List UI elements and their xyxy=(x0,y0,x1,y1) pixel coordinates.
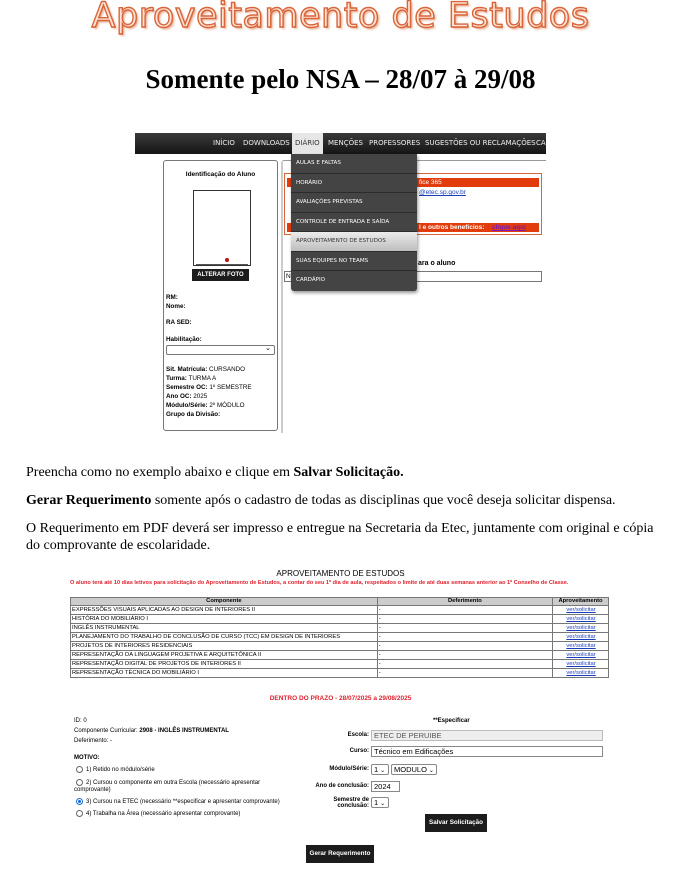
nome-label: Nome: xyxy=(166,303,186,310)
col-deferimento: Deferimento xyxy=(377,598,552,606)
escola-field[interactable]: ETEC DE PERUIBE xyxy=(371,730,603,741)
request-id: ID: 0 xyxy=(74,718,87,724)
sit-matricula: Sit. Matrícula: CURSANDO xyxy=(166,366,246,373)
modulo-serie-label: Módulo/Série: xyxy=(329,766,369,772)
chevron-down-icon: ⌄ xyxy=(265,344,271,352)
form-title: APROVEITAMENTO DE ESTUDOS xyxy=(276,569,405,578)
chevron-down-icon: ⌄ xyxy=(428,768,434,774)
nav-sugestoes[interactable]: SUGESTÕES OU RECLAMAÇÕES xyxy=(425,139,536,147)
curso-label: Curso: xyxy=(349,748,369,754)
page-subtitle: Somente pelo NSA – 28/07 à 29/08 xyxy=(145,64,536,94)
ra-sed-label: RA SED: xyxy=(166,319,192,326)
generate-request-button[interactable]: Gerar Requerimento xyxy=(306,845,374,863)
page-banner-title: Aproveitamento de Estudos xyxy=(91,0,590,36)
form-screenshot xyxy=(68,565,613,875)
motivo-label-2: 2) Cursou o componente em outra Escola (necessário apresentar xyxy=(86,780,261,786)
portal-screenshot xyxy=(135,133,546,433)
ver-solicitar-link[interactable]: ver/solicitar xyxy=(566,624,596,631)
id-panel-title: Identificação do Aluno xyxy=(185,171,256,178)
curso-field[interactable]: Técnico em Edificações xyxy=(371,746,603,757)
chevron-down-icon: ⌄ xyxy=(380,801,386,807)
alter-photo-button[interactable]: ALTERAR FOTO xyxy=(192,269,249,281)
motivo-label-1: 1) Retido no módulo/série xyxy=(86,767,155,773)
instruction-3: O Requerimento em PDF deverá ser impresso e entregue na Secretaria da Etec, juntamente com original e cópia do comprovante de escolaridade. xyxy=(26,521,654,553)
nav-mencoes[interactable]: MENÇÕES xyxy=(328,139,363,147)
save-request-button[interactable]: Salvar Solicitação xyxy=(425,814,487,832)
modulo-type-select[interactable]: MODULO ⌄ xyxy=(391,764,437,775)
motivo-radio-4[interactable] xyxy=(76,810,83,817)
motivo-label: MOTIVO: xyxy=(74,755,100,761)
nav-downloads[interactable]: DOWNLOADS xyxy=(243,139,290,147)
nav-inicio[interactable]: INÍCIO xyxy=(213,139,235,147)
motivo-label-3: 3) Cursou na ETEC (necessário **especificar e apresentar comprovante) xyxy=(86,799,280,805)
instruction-1: Preencha como no exemplo abaixo e clique em Salvar Solicitação. xyxy=(26,465,404,480)
deadline-warning: O aluno terá até 10 dias letivos para solicitação do Aproveitamento de Estudos, a contar do seu 1º dia de aula, respeitados o limite de até duas semanas anterior ao 1º Conselho de Classe. xyxy=(70,580,569,586)
semestre-conclusao-label: Semestre de conclusão: xyxy=(333,797,369,809)
ver-solicitar-link[interactable]: ver/solicitar xyxy=(566,615,596,622)
student-info-field[interactable]: N xyxy=(284,271,542,282)
deadline-status: DENTRO DO PRAZO - 28/07/2025 a 29/08/2025 xyxy=(269,695,412,702)
table-row: REPRESENTAÇÃO DA LINGUAGEM PROJETIVA E ARQUITETÔNICA II - ver/solicitar xyxy=(71,651,609,660)
menu-item-avaliacoes[interactable]: AVALIAÇÕES PREVISTAS xyxy=(291,193,417,213)
semestre-oc: Semestre OC: 1º SEMESTRE xyxy=(166,384,252,391)
habilitacao-label: Habilitação: xyxy=(166,336,202,343)
student-section-heading: ara o aluno xyxy=(418,260,456,267)
menu-item-cardapio[interactable]: CARDÁPIO xyxy=(296,277,326,283)
nav-professores[interactable]: PROFESSORES xyxy=(369,139,421,147)
semestre-select[interactable]: 1 ⌄ xyxy=(371,797,389,808)
student-id-panel xyxy=(163,160,278,431)
ano-conclusao-label: Ano de conclusão: xyxy=(315,783,369,789)
table-row: EXPRESSÕES VISUAIS APLICADAS AO DESIGN DE INTERIORES II - ver/solicitar xyxy=(71,606,609,615)
components-table xyxy=(70,597,609,678)
menu-item-aproveitamento[interactable]: APROVEITAMENTO DE ESTUDOS xyxy=(291,232,417,252)
grupo-divisao: Grupo da Divisão: xyxy=(166,411,221,418)
turma: Turma: TURMA A xyxy=(166,375,217,382)
motivo-label-2b: comprovante) xyxy=(74,787,111,793)
diario-dropdown-menu xyxy=(291,154,417,291)
student-photo xyxy=(193,190,251,266)
photo-divider xyxy=(196,264,248,265)
top-navbar xyxy=(135,133,546,154)
table-row: PLANEJAMENTO DO TRABALHO DE CONCLUSÃO DE CURSO (TCC) EM DESIGN DE INTERIORES - ver/solicitar xyxy=(71,633,609,642)
office365-notice: fice 365 xyxy=(287,178,539,187)
rm-label: RM: xyxy=(166,294,178,301)
table-row: INGLÊS INSTRUMENTAL - ver/solicitar xyxy=(71,624,609,633)
instruction-2: Gerar Requerimento somente após o cadastro de todas as disciplinas que você deseja solicitar dispensa. xyxy=(26,493,616,508)
habilitacao-select[interactable] xyxy=(166,345,275,355)
menu-item-aulas-faltas[interactable]: AULAS E FALTAS xyxy=(291,154,417,174)
nav-cardapio-cut[interactable]: CA xyxy=(536,139,546,147)
motivo-label-4: 4) Trabalha na Área (necessário apresentar comprovante) xyxy=(86,811,241,817)
menu-item-horario[interactable]: HORÁRIO xyxy=(291,174,417,194)
ano-conclusao-field[interactable]: 2024 xyxy=(371,781,400,792)
chevron-down-icon: ⌄ xyxy=(380,768,386,774)
componente-curricular: Componente Curricular: 2908 - INGLÊS INSTRUMENTAL xyxy=(74,728,229,734)
table-row: HISTÓRIA DO MOBILIÁRIO I - ver/solicitar xyxy=(71,615,609,624)
deferimento-status: Deferimento: - xyxy=(74,738,113,744)
click-here-link[interactable]: clique aqui xyxy=(492,224,526,231)
table-row: PROJETOS DE INTERIORES RESIDENCIAIS - ver/solicitar xyxy=(71,642,609,651)
menu-item-equipes-teams[interactable]: SUAS EQUIPES NO TEAMS xyxy=(291,252,417,272)
especificar-heading: **Especificar xyxy=(433,718,470,724)
motivo-radio-3[interactable] xyxy=(76,798,83,805)
photo-dot-icon xyxy=(225,258,229,262)
email-link[interactable]: @etec.sp.gov.br xyxy=(419,189,466,196)
ver-solicitar-link[interactable]: ver/solicitar xyxy=(566,633,596,640)
ver-solicitar-link[interactable]: ver/solicitar xyxy=(566,642,596,649)
benefits-notice: l e outros benefícios: clique aqui xyxy=(287,223,539,232)
col-aproveitamento: Aproveitamento xyxy=(553,598,609,606)
motivo-radio-2[interactable] xyxy=(76,779,83,786)
col-componente: Componente xyxy=(71,598,378,606)
ver-solicitar-link[interactable]: ver/solicitar xyxy=(566,606,596,613)
modulo-number-select[interactable]: 1 ⌄ xyxy=(371,764,389,775)
motivo-radio-1[interactable] xyxy=(76,766,83,773)
ver-solicitar-link[interactable]: ver/solicitar xyxy=(566,651,596,658)
ano-oc: Ano OC: 2025 xyxy=(166,393,208,400)
ver-solicitar-link[interactable]: ver/solicitar xyxy=(566,660,596,667)
ver-solicitar-link[interactable]: ver/solicitar xyxy=(566,669,596,676)
table-row: REPRESENTAÇÃO DIGITAL DE PROJETOS DE INTERIORES II - ver/solicitar xyxy=(71,660,609,669)
nav-diario[interactable]: DIÁRIO xyxy=(292,133,323,154)
menu-item-controle-entrada[interactable]: CONTROLE DE ENTRADA E SAÍDA xyxy=(291,213,417,233)
escola-label: Escola: xyxy=(347,732,369,738)
modulo-serie: Módulo/Série: 2º MÓDULO xyxy=(166,402,245,409)
table-row: REPRESENTAÇÃO TÉCNICA DO MOBILIÁRIO I - ver/solicitar xyxy=(71,669,609,678)
